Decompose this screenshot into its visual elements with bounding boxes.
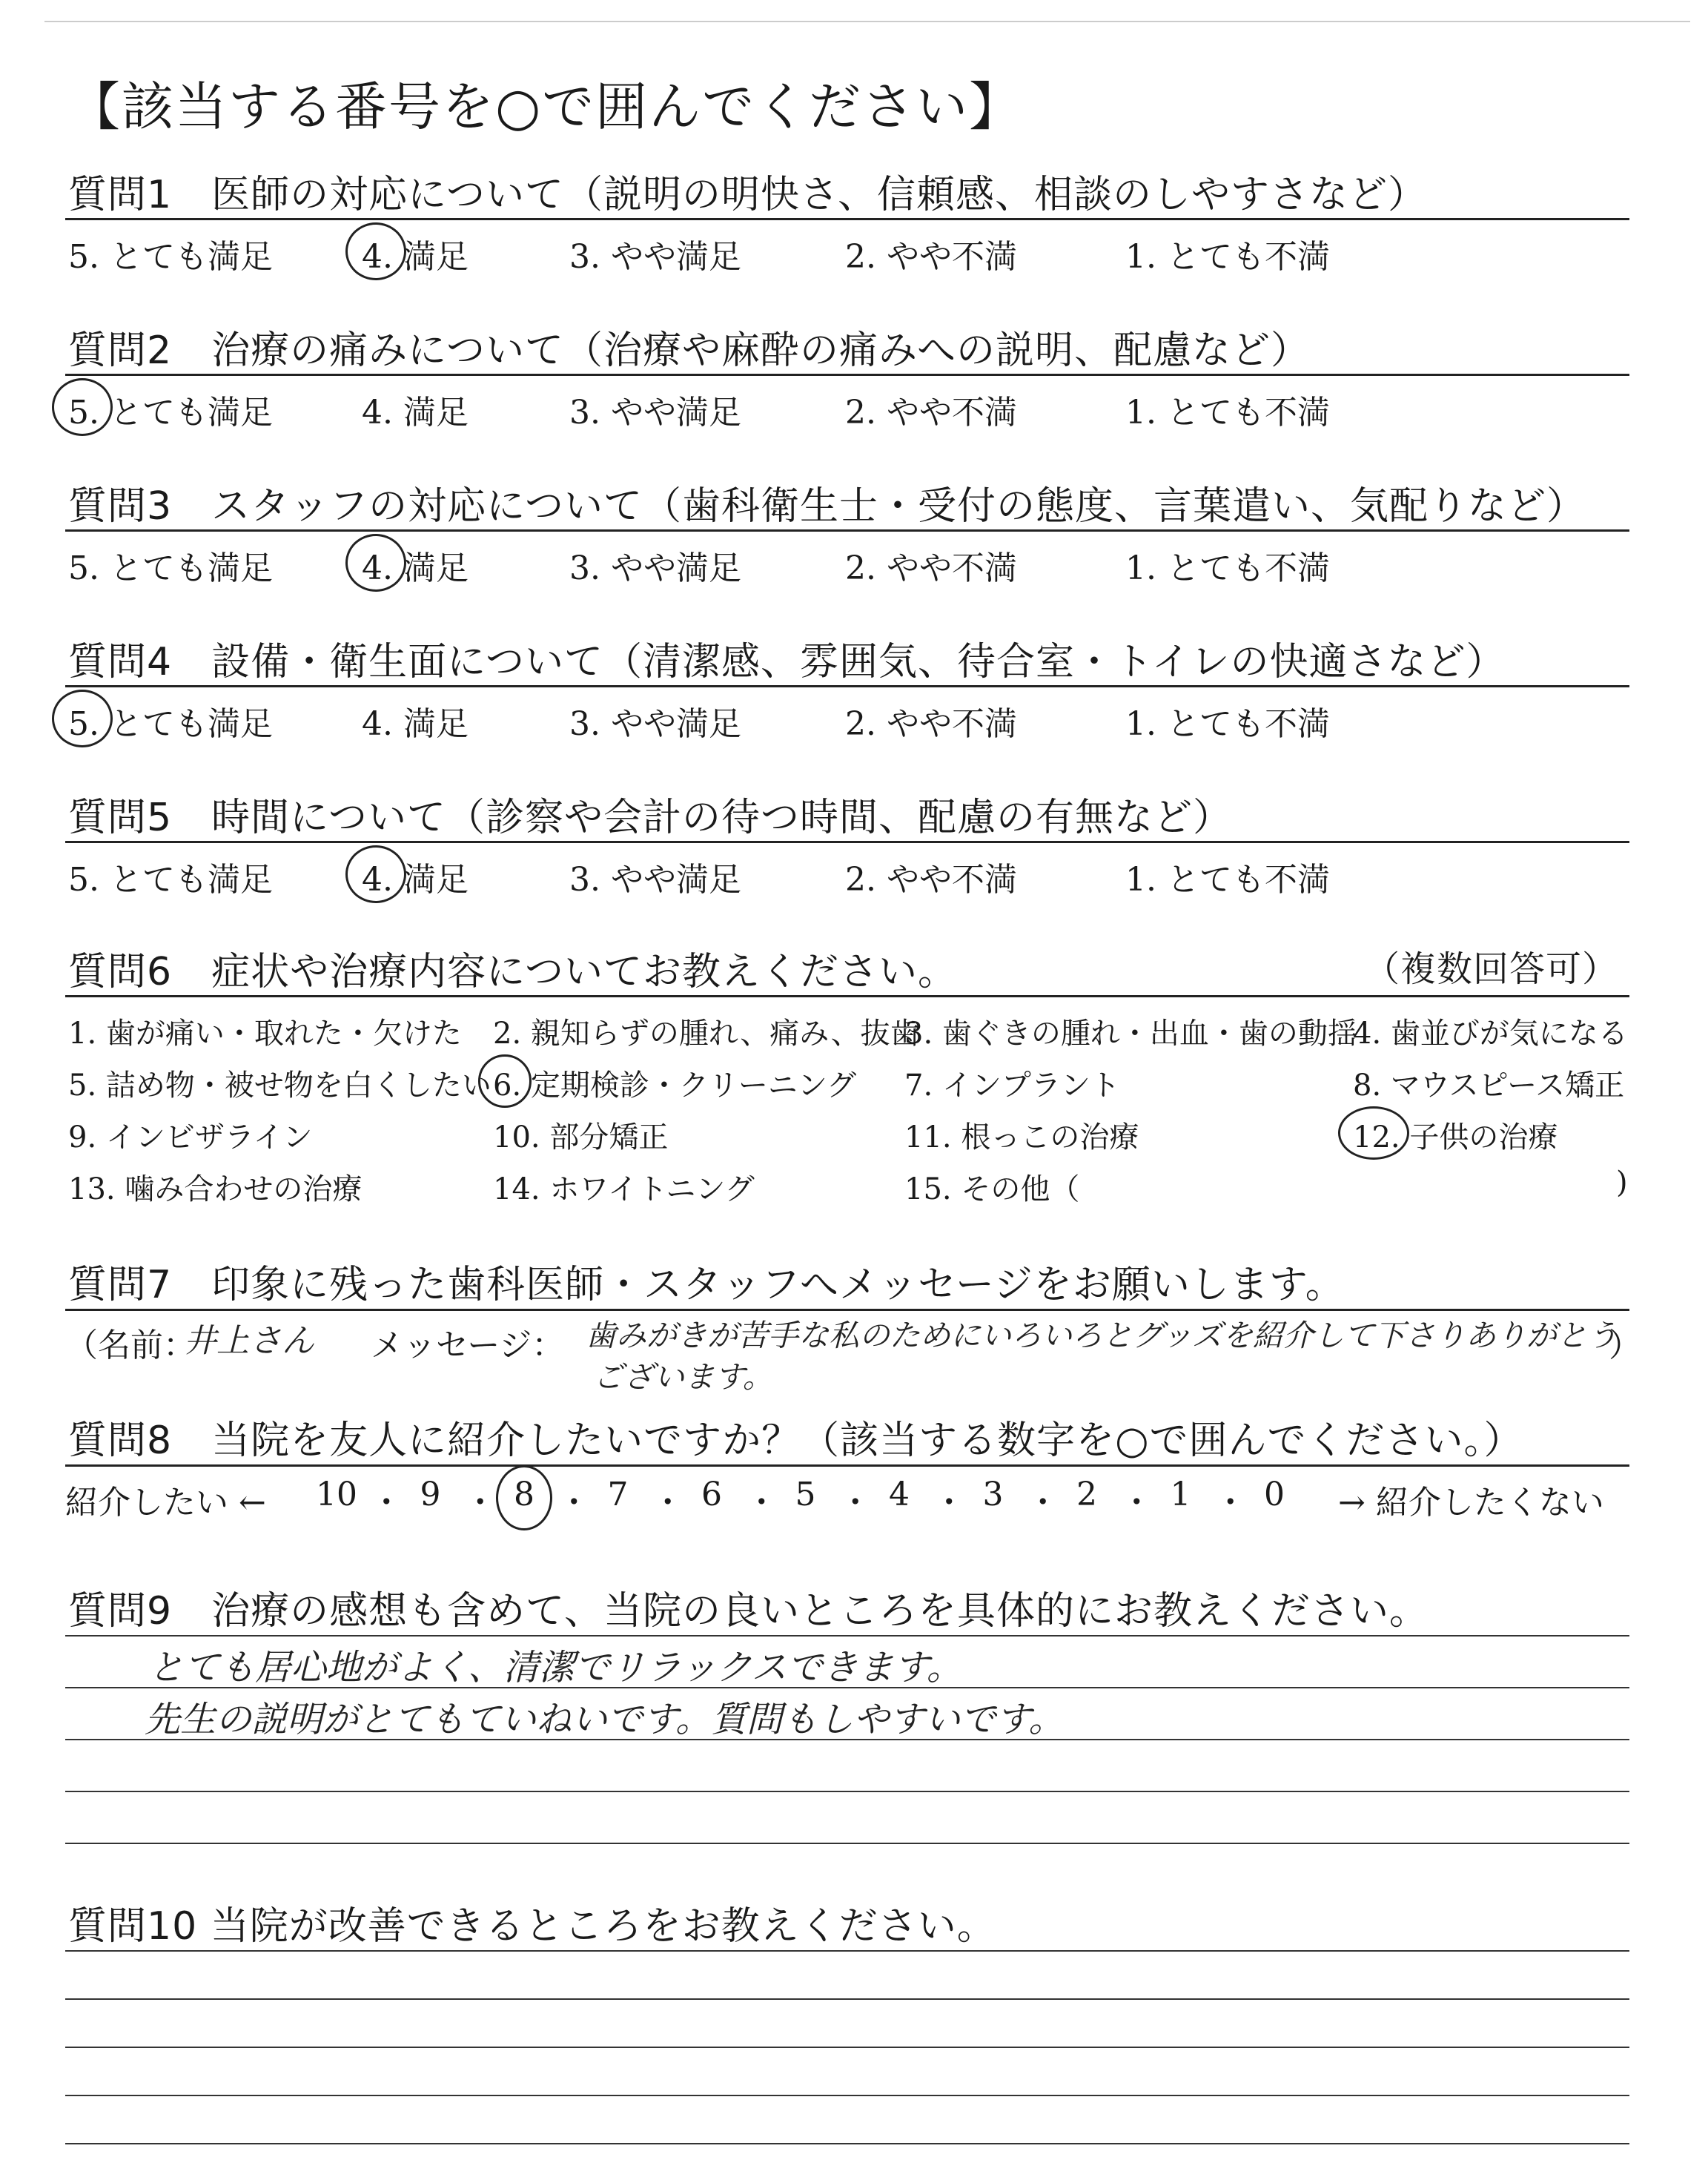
q3-rule — [65, 529, 1629, 532]
q5-rule — [65, 841, 1629, 843]
q8-separator-dot: ・ — [1214, 1484, 1247, 1522]
selection-circle — [345, 222, 406, 280]
q8-separator-dot: ・ — [463, 1484, 497, 1522]
q4-title: 質問4 設備・衛生面について（清潔感、雰囲気、待合室・トイレの快適さなど） — [68, 640, 1506, 684]
q1-title: 質問1 医師の対応について（説明の明快さ、信頼感、相談のしやすさなど） — [68, 173, 1427, 217]
q5-option[interactable]: 3. やや満足 — [569, 861, 741, 899]
q8-separator-dot: ・ — [1120, 1484, 1153, 1522]
q7-name-value: 井上さん — [184, 1322, 314, 1360]
q8-number[interactable]: 0 — [1264, 1476, 1285, 1513]
q1-option[interactable]: 4. 満足 — [362, 238, 469, 276]
q8-number[interactable]: 4 — [889, 1476, 910, 1513]
selection-circle — [52, 378, 113, 436]
q8-number[interactable]: 6 — [701, 1476, 722, 1513]
selection-circle — [478, 1054, 532, 1108]
q1-option[interactable]: 2. やや不満 — [845, 238, 1017, 276]
q8-separator-dot: ・ — [1026, 1484, 1059, 1522]
q4-option[interactable]: 5. とても満足 — [68, 705, 273, 743]
scan-edge-line — [44, 21, 1690, 22]
selection-circle — [345, 534, 406, 592]
q8-number[interactable]: 2 — [1076, 1476, 1097, 1513]
q6-option[interactable]: 9. インビザライン — [68, 1120, 313, 1155]
selection-circle — [52, 690, 113, 747]
q9-answer-line1: とても居心地がよく、清潔でリラックスできます。 — [148, 1647, 962, 1688]
q5-option[interactable]: 5. とても満足 — [68, 861, 273, 899]
q8-number[interactable]: 1 — [1170, 1476, 1191, 1513]
q2-option[interactable]: 4. 満足 — [362, 394, 469, 432]
q1-option[interactable]: 1. とても不満 — [1125, 238, 1330, 276]
q8-number[interactable]: 9 — [420, 1476, 441, 1513]
q6-option[interactable]: ) — [1616, 1166, 1628, 1200]
q4-option[interactable]: 2. やや不満 — [845, 705, 1017, 743]
q6-note: （複数回答可） — [1364, 948, 1619, 990]
q7-message-line1: 歯みがきが苦手な私のためにいろいろとグッズを紹介して下さりありがとう — [586, 1318, 1618, 1353]
q6-option[interactable]: 5. 詰め物・被せ物を白くしたい — [68, 1069, 491, 1103]
q10-title: 質問10 当院が改善できるところをお教えください。 — [68, 1904, 996, 1949]
q5-option[interactable]: 4. 満足 — [362, 861, 469, 899]
q6-title: 質問6 症状や治療内容についてお教えください。 — [68, 950, 958, 994]
q10-line — [65, 2143, 1629, 2144]
q6-option[interactable]: 4. 歯並びが気になる — [1353, 1017, 1628, 1051]
q6-option[interactable]: 11. 根っこの治療 — [904, 1120, 1139, 1155]
q6-option[interactable]: 10. 部分矯正 — [493, 1120, 669, 1155]
q3-option[interactable]: 1. とても不満 — [1125, 549, 1330, 587]
q8-title: 質問8 当院を友人に紹介したいですか？（該当する数字を○で囲んでください。） — [68, 1418, 1523, 1463]
selection-circle — [345, 845, 406, 903]
q8-separator-dot: ・ — [370, 1484, 403, 1522]
q9-line — [65, 1791, 1629, 1792]
q6-option[interactable]: 12. 子供の治療 — [1353, 1120, 1558, 1155]
q2-option[interactable]: 1. とても不満 — [1125, 394, 1330, 432]
q8-right-label: → 紹介したくない — [1338, 1484, 1604, 1522]
q5-option[interactable]: 2. やや不満 — [845, 861, 1017, 899]
q6-option[interactable]: 14. ホワイトニング — [493, 1172, 755, 1206]
q6-option[interactable]: 1. 歯が痛い・取れた・欠けた — [68, 1017, 462, 1051]
q3-option[interactable]: 4. 満足 — [362, 549, 469, 587]
q8-separator-dot: ・ — [838, 1484, 872, 1522]
selection-circle — [496, 1465, 552, 1530]
q8-number[interactable]: 3 — [982, 1476, 1004, 1513]
q2-option[interactable]: 2. やや不満 — [845, 394, 1017, 432]
q5-option[interactable]: 1. とても不満 — [1125, 861, 1330, 899]
q6-option[interactable]: 3. 歯ぐきの腫れ・出血・歯の動揺 — [904, 1017, 1357, 1051]
q10-line — [65, 2095, 1629, 2096]
q7-title: 質問7 印象に残った歯科医師・スタッフへメッセージをお願いします。 — [68, 1263, 1345, 1307]
q8-rule — [65, 1464, 1629, 1467]
q4-option[interactable]: 4. 満足 — [362, 705, 469, 743]
q7-message-line2: ございます。 — [593, 1359, 773, 1395]
q9-line — [65, 1843, 1629, 1844]
q6-option[interactable]: 6. 定期検診・クリーニング — [493, 1069, 857, 1103]
form-header: 【該当する番号を○で囲んでください】 — [68, 76, 1023, 137]
q8-separator-dot: ・ — [651, 1484, 684, 1522]
q4-option[interactable]: 1. とても不満 — [1125, 705, 1330, 743]
q5-title: 質問5 時間について（診察や会計の待つ時間、配慮の有無など） — [68, 796, 1233, 840]
q3-option[interactable]: 5. とても満足 — [68, 549, 273, 587]
q6-option[interactable]: 7. インプラント — [904, 1069, 1120, 1103]
q10-line — [65, 1950, 1629, 1952]
q8-separator-dot: ・ — [745, 1484, 778, 1522]
q7-message-label: メッセージ： — [371, 1327, 565, 1364]
q1-option[interactable]: 5. とても満足 — [68, 238, 273, 276]
q2-title: 質問2 治療の痛みについて（治療や麻酔の痛みへの説明、配慮など） — [68, 328, 1311, 373]
q2-rule — [65, 374, 1629, 376]
q8-separator-dot: ・ — [933, 1484, 966, 1522]
q6-option[interactable]: 8. マウスピース矯正 — [1353, 1069, 1625, 1103]
q8-number[interactable]: 5 — [795, 1476, 816, 1513]
q9-line — [65, 1635, 1629, 1636]
q2-option[interactable]: 5. とても満足 — [68, 394, 273, 432]
q3-title: 質問3 スタッフの対応について（歯科衛生士・受付の態度、言葉遣い、気配りなど） — [68, 484, 1586, 529]
q4-option[interactable]: 3. やや満足 — [569, 705, 741, 743]
q7-name-label: （名前： — [65, 1327, 196, 1364]
q3-option[interactable]: 3. やや満足 — [569, 549, 741, 587]
q10-line — [65, 2047, 1629, 2048]
selection-circle — [1338, 1106, 1409, 1160]
q10-line — [65, 1998, 1629, 2000]
q4-rule — [65, 685, 1629, 687]
q1-rule — [65, 218, 1629, 220]
q6-option[interactable]: 15. その他（ — [904, 1172, 1080, 1206]
q6-rule — [65, 995, 1629, 997]
q7-close-paren: ） — [1609, 1327, 1641, 1364]
q2-option[interactable]: 3. やや満足 — [569, 394, 741, 432]
q8-number[interactable]: 10 — [316, 1476, 357, 1513]
q8-left-label: 紹介したい ← — [65, 1484, 266, 1522]
q6-option[interactable]: 13. 噛み合わせの治療 — [68, 1172, 363, 1206]
q9-title: 質問9 治療の感想も含めて、当院の良いところを具体的にお教えください。 — [68, 1589, 1429, 1634]
q3-option[interactable]: 2. やや不満 — [845, 549, 1017, 587]
q8-number[interactable]: 8 — [514, 1476, 534, 1513]
q9-answer-line2: 先生の説明がとてもていねいです。質問もしやすいです。 — [145, 1699, 1065, 1740]
q8-separator-dot: ・ — [557, 1484, 591, 1522]
q1-option[interactable]: 3. やや満足 — [569, 238, 741, 276]
q8-number[interactable]: 7 — [607, 1476, 629, 1513]
q6-option[interactable]: 2. 親知らずの腫れ、痛み、抜歯 — [493, 1017, 920, 1051]
